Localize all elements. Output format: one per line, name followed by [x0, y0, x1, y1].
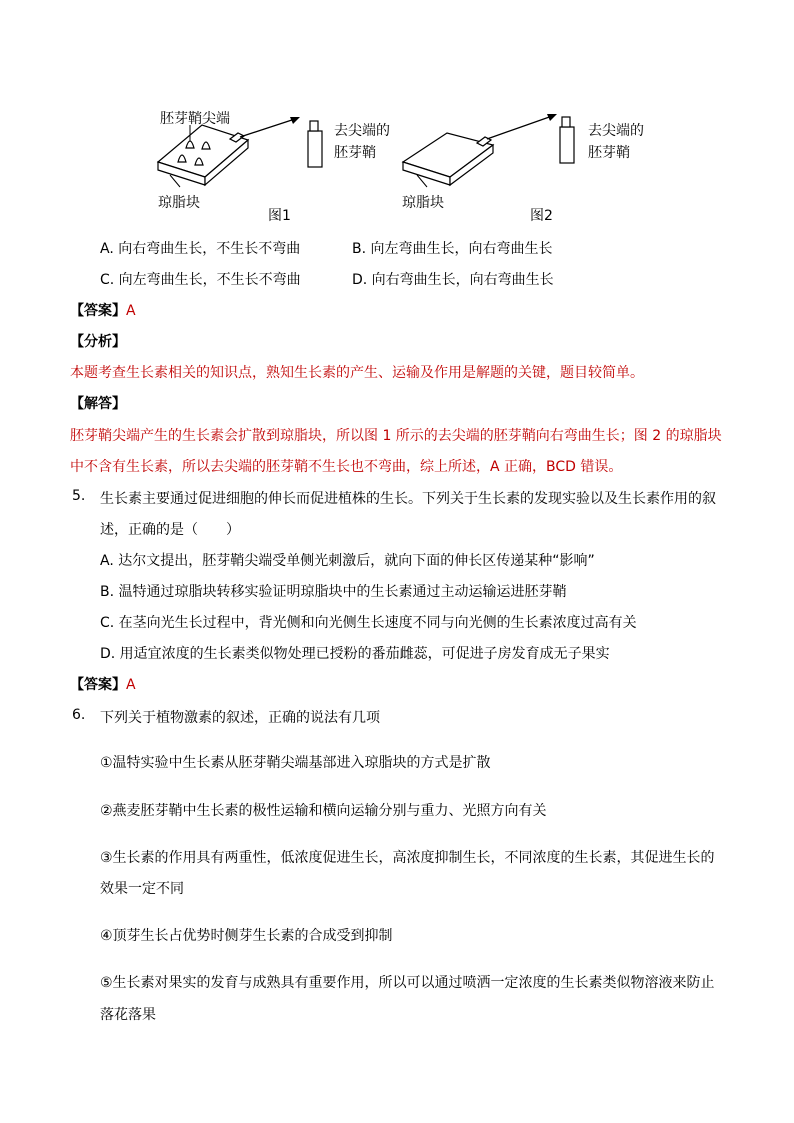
q4-analysis-tag: 【分析】: [70, 334, 126, 350]
answer-tag: 【答案】: [70, 303, 126, 319]
q5-option-c: C. 在茎向光生长过程中，背光侧和向光侧生长速度不同与向光侧的生长素浓度过高有关: [100, 615, 637, 631]
answer-tag: 【答案】: [70, 677, 126, 693]
q6-statement-4: ④顶芽生长占优势时侧芽生长素的合成受到抑制: [100, 928, 393, 944]
q6-statement-2: ②燕麦胚芽鞘中生长素的极性运输和横向运输分别与重力、光照方向有关: [100, 803, 547, 819]
fig1-block-label: 琼脂块: [158, 195, 200, 211]
fig1-caption: 图1: [268, 208, 291, 224]
q6-stem: 下列关于植物激素的叙述，正确的说法有几项: [100, 710, 380, 726]
q5-answer: [70, 674, 136, 694]
q6-statement-1: ①温特实验中生长素从胚芽鞘尖端基部进入琼脂块的方式是扩散: [100, 755, 491, 771]
q4-solution-line-1: 胚芽鞘尖端产生的生长素会扩散到琼脂块，所以图 1 所示的去尖端的胚芽鞘向右弯曲生长；图 2 的琼脂块: [70, 428, 722, 444]
q5-option-d: D. 用适宜浓度的生长素类似物处理已授粉的番茄雌蕊，可促进子房发育成无子果实: [100, 646, 610, 662]
q4-option-c: C. 向左弯曲生长，不生长不弯曲: [100, 272, 301, 288]
fig1-target-label-2: 胚芽鞘: [334, 145, 376, 161]
q4-option-b: B. 向左弯曲生长，向右弯曲生长: [352, 241, 553, 257]
q4-answer: [70, 300, 136, 320]
answer-value: A: [126, 677, 136, 693]
q4-option-a: A. 向右弯曲生长，不生长不弯曲: [100, 241, 301, 257]
q5-stem-line-2: 述，正确的是（ ）: [100, 522, 240, 538]
q6-statement-3-line-1: ③生长素的作用具有两重性，低浓度促进生长，高浓度抑制生长，不同浓度的生长素，其促进生长的: [100, 850, 715, 866]
q4-option-d: D. 向右弯曲生长，向右弯曲生长: [352, 272, 554, 288]
q6-statement-3-line-2: 效果一定不同: [100, 881, 184, 897]
q5-number: 5.: [72, 488, 86, 504]
q6-number: 6.: [72, 707, 86, 723]
q4-analysis-text: 本题考查生长素相关的知识点，熟知生长素的产生、运输及作用是解题的关键，题目较简单。: [70, 365, 644, 381]
q4-solution-line-2: 中不含有生长素，所以去尖端的胚芽鞘不生长也不弯曲，综上所述，A 正确，BCD 错误。: [70, 459, 623, 475]
fig2-target-label-2: 胚芽鞘: [588, 145, 630, 161]
answer-value: A: [126, 303, 136, 319]
fig2-block-label: 琼脂块: [402, 195, 444, 211]
fig1-target-label-1: 去尖端的: [334, 123, 390, 139]
q6-statement-5-line-2: 落花落果: [100, 1007, 156, 1023]
q5-option-a: A. 达尔文提出，胚芽鞘尖端受单侧光刺激后，就向下面的伸长区传递某种“影响”: [100, 553, 595, 569]
q4-solution-tag: 【解答】: [70, 396, 126, 412]
fig2-caption: 图2: [530, 208, 553, 224]
fig1-tip-label: 胚芽鞘尖端: [160, 111, 230, 127]
fig2-target-label-1: 去尖端的: [588, 123, 644, 139]
q5-stem-line-1: 生长素主要通过促进细胞的伸长而促进植株的生长。下列关于生长素的发现实验以及生长素作用的叙: [100, 491, 716, 507]
q5-option-b: B. 温特通过琼脂块转移实验证明琼脂块中的生长素通过主动运输运进胚芽鞘: [100, 584, 567, 600]
q6-statement-5-line-1: ⑤生长素对果实的发育与成熟具有重要作用，所以可以通过喷洒一定浓度的生长素类似物溶液来防止: [100, 975, 715, 991]
